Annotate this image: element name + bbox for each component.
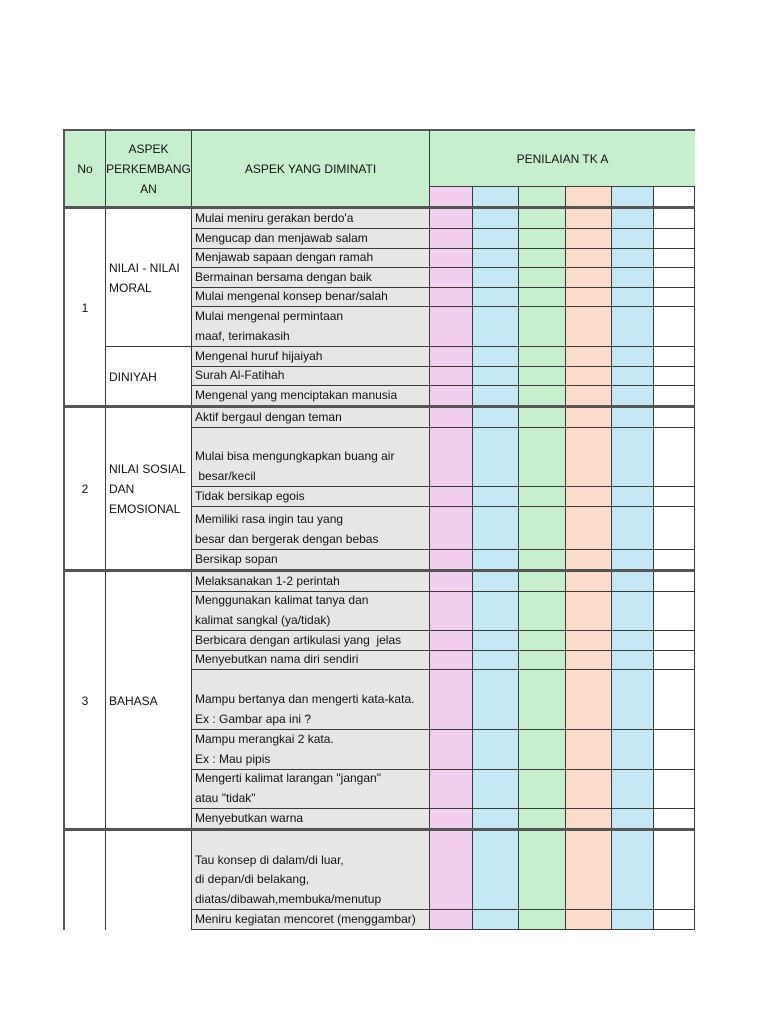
score-cell[interactable] (430, 307, 473, 347)
aspect-item: Bermainan bersama dengan baik (192, 268, 430, 288)
score-cell[interactable] (612, 249, 654, 268)
score-subheader-3 (519, 187, 566, 207)
score-cell[interactable] (654, 592, 695, 631)
score-cell[interactable] (473, 651, 519, 670)
score-cell[interactable] (430, 550, 473, 570)
aspect-item: Tidak bersikap egois (192, 487, 430, 507)
score-cell[interactable] (519, 347, 566, 367)
score-cell[interactable] (612, 288, 654, 307)
score-cell[interactable] (654, 428, 695, 487)
score-cell[interactable] (473, 910, 519, 930)
score-cell[interactable] (473, 209, 519, 229)
score-cell[interactable] (430, 592, 473, 631)
score-cell[interactable] (654, 367, 695, 386)
score-cell[interactable] (612, 730, 654, 770)
score-cell[interactable] (519, 809, 566, 829)
aspect-item: Mulai mengenal konsep benar/salah (192, 288, 430, 307)
score-cell[interactable] (612, 307, 654, 347)
score-cell[interactable] (430, 670, 473, 730)
score-cell[interactable] (612, 487, 654, 507)
score-cell[interactable] (566, 670, 612, 730)
aspect-item: Surah Al-Fatihah (192, 367, 430, 386)
score-cell[interactable] (654, 572, 695, 592)
score-cell[interactable] (566, 307, 612, 347)
score-cell[interactable] (430, 249, 473, 268)
score-cell[interactable] (612, 209, 654, 229)
score-cell[interactable] (473, 288, 519, 307)
aspect-item: Bersikap sopan (192, 550, 430, 570)
score-subheader-2 (473, 187, 519, 207)
score-cell[interactable] (519, 386, 566, 406)
score-subheader-6 (654, 187, 695, 207)
score-cell[interactable] (654, 670, 695, 730)
score-cell[interactable] (654, 809, 695, 829)
score-cell[interactable] (519, 307, 566, 347)
score-cell[interactable] (430, 809, 473, 829)
score-cell[interactable] (473, 670, 519, 730)
score-cell[interactable] (430, 408, 473, 428)
development-aspect: NILAI - NILAI MORAL (106, 209, 192, 347)
score-cell[interactable] (519, 910, 566, 930)
score-cell[interactable] (654, 386, 695, 406)
score-cell[interactable] (519, 249, 566, 268)
aspect-item: Aktif bergaul dengan teman (192, 408, 430, 428)
score-cell[interactable] (519, 367, 566, 386)
score-cell[interactable] (430, 367, 473, 386)
score-cell[interactable] (566, 507, 612, 550)
score-cell[interactable] (430, 831, 473, 910)
score-cell[interactable] (654, 307, 695, 347)
score-cell[interactable] (566, 268, 612, 288)
aspect-item: Mengerti kalimat larangan "jangan" atau "tidak" (192, 770, 430, 809)
score-cell[interactable] (519, 670, 566, 730)
score-cell[interactable] (612, 507, 654, 550)
header-no: No (63, 131, 106, 207)
score-cell[interactable] (654, 249, 695, 268)
aspect-item: Menyebutkan warna (192, 809, 430, 829)
aspect-item: Mengenal huruf hijaiyah (192, 347, 430, 367)
aspect-item: Mengucap dan menjawab salam (192, 229, 430, 249)
score-cell[interactable] (473, 831, 519, 910)
score-cell[interactable] (612, 572, 654, 592)
development-aspect: NILAI SOSIAL DAN EMOSIONAL (106, 408, 192, 570)
aspect-item: Mulai mengenal permintaan maaf, terimakasih (192, 307, 430, 347)
score-cell[interactable] (430, 507, 473, 550)
score-cell[interactable] (473, 809, 519, 829)
score-cell[interactable] (473, 631, 519, 651)
score-cell[interactable] (519, 507, 566, 550)
score-cell[interactable] (430, 770, 473, 809)
aspect-item: Menggunakan kalimat tanya dan kalimat sangkal (ya/tidak) (192, 592, 430, 631)
score-cell[interactable] (566, 367, 612, 386)
aspect-item: Mengenal yang menciptakan manusia (192, 386, 430, 406)
score-cell[interactable] (654, 770, 695, 809)
score-cell[interactable] (654, 347, 695, 367)
score-cell[interactable] (566, 631, 612, 651)
score-cell[interactable] (473, 770, 519, 809)
score-cell[interactable] (612, 770, 654, 809)
score-cell[interactable] (654, 550, 695, 570)
score-cell[interactable] (566, 651, 612, 670)
score-cell[interactable] (519, 592, 566, 631)
score-cell[interactable] (519, 730, 566, 770)
score-cell[interactable] (519, 288, 566, 307)
score-cell[interactable] (566, 209, 612, 229)
score-cell[interactable] (566, 288, 612, 307)
score-cell[interactable] (566, 550, 612, 570)
score-cell[interactable] (430, 229, 473, 249)
score-cell[interactable] (473, 347, 519, 367)
score-cell[interactable] (519, 408, 566, 428)
score-subheader-5 (612, 187, 654, 207)
aspect-item: Mulai meniru gerakan berdo'a (192, 209, 430, 229)
section-number: 2 (63, 408, 106, 570)
score-cell[interactable] (566, 592, 612, 631)
score-cell[interactable] (654, 631, 695, 651)
score-cell[interactable] (612, 428, 654, 487)
score-cell[interactable] (566, 910, 612, 930)
score-cell[interactable] (473, 730, 519, 770)
score-cell[interactable] (654, 268, 695, 288)
aspect-item: Berbicara dengan artikulasi yang jelas (192, 631, 430, 651)
score-cell[interactable] (612, 367, 654, 386)
score-cell[interactable] (612, 550, 654, 570)
aspect-item: Memiliki rasa ingin tau yang besar dan bergerak dengan bebas (192, 507, 430, 550)
header-aspek-diminati: ASPEK YANG DIMINATI (192, 131, 430, 207)
section-number: 1 (63, 209, 106, 406)
score-cell[interactable] (566, 408, 612, 428)
score-cell[interactable] (473, 367, 519, 386)
score-cell[interactable] (612, 592, 654, 631)
score-cell[interactable] (566, 229, 612, 249)
score-cell[interactable] (612, 831, 654, 910)
section-number (63, 831, 106, 930)
score-cell[interactable] (612, 268, 654, 288)
score-cell[interactable] (654, 730, 695, 770)
score-cell[interactable] (654, 229, 695, 249)
score-cell[interactable] (473, 229, 519, 249)
aspect-item: Mampu merangkai 2 kata. Ex : Mau pipis (192, 730, 430, 770)
score-cell[interactable] (519, 770, 566, 809)
score-cell[interactable] (654, 507, 695, 550)
score-cell[interactable] (654, 288, 695, 307)
score-cell[interactable] (612, 347, 654, 367)
score-cell[interactable] (430, 268, 473, 288)
score-cell[interactable] (654, 651, 695, 670)
score-cell[interactable] (519, 831, 566, 910)
score-cell[interactable] (473, 487, 519, 507)
score-cell[interactable] (612, 651, 654, 670)
score-cell[interactable] (612, 670, 654, 730)
header-aspek-perkembangan: ASPEK PERKEMBANG AN (106, 131, 192, 207)
score-cell[interactable] (519, 209, 566, 229)
score-cell[interactable] (519, 651, 566, 670)
score-cell[interactable] (519, 229, 566, 249)
score-cell[interactable] (519, 550, 566, 570)
score-cell[interactable] (519, 268, 566, 288)
score-cell[interactable] (654, 408, 695, 428)
score-cell[interactable] (430, 209, 473, 229)
score-cell[interactable] (654, 910, 695, 930)
score-cell[interactable] (473, 268, 519, 288)
score-subheader-1 (430, 187, 473, 207)
development-aspect (106, 831, 192, 930)
score-cell[interactable] (654, 831, 695, 910)
aspect-item: Melaksanakan 1-2 perintah (192, 572, 430, 592)
score-cell[interactable] (566, 347, 612, 367)
score-cell[interactable] (654, 209, 695, 229)
score-cell[interactable] (473, 592, 519, 631)
score-cell[interactable] (566, 831, 612, 910)
score-cell[interactable] (430, 386, 473, 406)
development-aspect: DINIYAH (106, 347, 192, 406)
score-cell[interactable] (430, 730, 473, 770)
score-cell[interactable] (519, 572, 566, 592)
score-cell[interactable] (654, 487, 695, 507)
score-cell[interactable] (612, 631, 654, 651)
score-cell[interactable] (430, 572, 473, 592)
score-cell[interactable] (566, 572, 612, 592)
score-cell[interactable] (473, 572, 519, 592)
score-cell[interactable] (519, 428, 566, 487)
score-cell[interactable] (519, 487, 566, 507)
score-cell[interactable] (473, 550, 519, 570)
aspect-item: Meniru kegiatan mencoret (menggambar) (192, 910, 430, 930)
score-cell[interactable] (519, 631, 566, 651)
score-cell[interactable] (473, 386, 519, 406)
score-cell[interactable] (473, 249, 519, 268)
score-cell[interactable] (430, 288, 473, 307)
section-number: 3 (63, 572, 106, 829)
aspect-item: Menjawab sapaan dengan ramah (192, 249, 430, 268)
score-cell[interactable] (473, 307, 519, 347)
score-cell[interactable] (612, 229, 654, 249)
score-cell[interactable] (473, 507, 519, 550)
score-cell[interactable] (430, 651, 473, 670)
score-cell[interactable] (566, 809, 612, 829)
score-cell[interactable] (566, 386, 612, 406)
score-cell[interactable] (430, 347, 473, 367)
score-cell[interactable] (473, 428, 519, 487)
score-cell[interactable] (430, 428, 473, 487)
score-cell[interactable] (473, 408, 519, 428)
score-cell[interactable] (566, 249, 612, 268)
score-cell[interactable] (430, 910, 473, 930)
aspect-item: Mampu bertanya dan mengerti kata-kata. Ex : Gambar apa ini ? (192, 670, 430, 730)
score-cell[interactable] (612, 910, 654, 930)
score-cell[interactable] (612, 386, 654, 406)
aspect-item: Tau konsep di dalam/di luar, di depan/di belakang, diatas/dibawah,membuka/menutup (192, 831, 430, 910)
score-subheader-4 (566, 187, 612, 207)
score-cell[interactable] (566, 428, 612, 487)
aspect-item: Menyebutkan nama diri sendiri (192, 651, 430, 670)
header-penilaian: PENILAIAN TK A (430, 131, 695, 187)
development-aspect: BAHASA (106, 572, 192, 829)
score-cell[interactable] (612, 408, 654, 428)
aspect-item: Mulai bisa mengungkapkan buang air besar/kecil (192, 428, 430, 487)
score-cell[interactable] (612, 809, 654, 829)
score-cell[interactable] (430, 631, 473, 651)
score-cell[interactable] (430, 487, 473, 507)
score-cell[interactable] (566, 487, 612, 507)
score-cell[interactable] (566, 770, 612, 809)
score-cell[interactable] (566, 730, 612, 770)
